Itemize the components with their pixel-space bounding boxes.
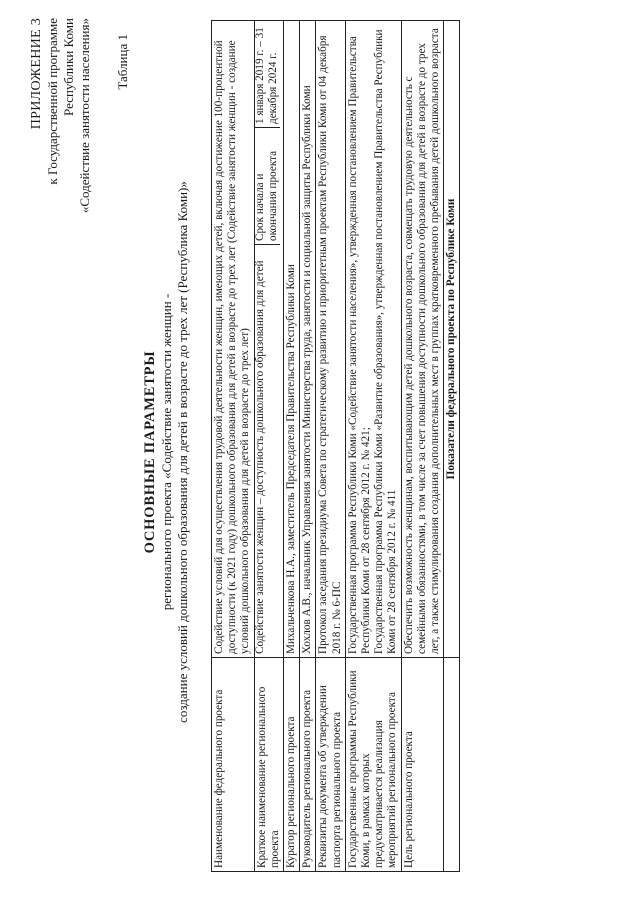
- table-label: Таблица 1: [115, 34, 130, 90]
- short-name-value: Содействие занятости женщин – доступность дошкольного образования для детей: [254, 245, 280, 655]
- appendix-title: ПРИЛОЖЕНИЕ 3: [29, 18, 44, 130]
- table-row: [316, 21, 345, 872]
- row-key: Наименование федерального проекта: [212, 658, 255, 872]
- appendix-line: Республики Коми: [61, 18, 76, 116]
- appendix-line: «Содействие занятости населения»: [77, 18, 92, 214]
- table-row: [254, 21, 283, 872]
- table-row: [345, 21, 401, 872]
- row-value: Содействие условий для осуществления трудовой деятельности женщин, имеющих детей, включая достижение 100-процентной доступности (к 2021 году) дошкольного образования для детей в возрасте до трех лет (Содействие занятости женщин - создание условий дошкольного образования для детей в возрасте до трех лет): [212, 21, 255, 658]
- row-value: Михальченкова Н.А., заместитель Председателя Правительства Республики Коми: [284, 21, 300, 658]
- table-row: [401, 21, 444, 872]
- row-key: Цель регионального проекта: [401, 658, 444, 872]
- row-key: Краткое наименование регионального проекта: [254, 658, 283, 872]
- row-value: [345, 21, 401, 658]
- document-subtitle: регионального проекта «Содействие занятости женщин -: [159, 293, 174, 611]
- document-subtitle: создание условий дошкольного образования для детей в возрасте до трех лет (Республика Коми)»: [175, 181, 190, 723]
- row-value: Протокол заседания президиума Совета по стратегическому развитию и приоритетным проектам Республики Коми от 04 декабря 2018 г. № 6-ПС: [316, 21, 345, 658]
- row-key: Реквизиты документа об утверждении паспорта регионального проекта: [316, 658, 345, 872]
- row-value: Хохлов А.В., начальник Управления занятости Министерства труда, занятости и социальной защиты Республики Коми: [300, 21, 316, 658]
- program-entry: Государственная программа Республики Коми «Развитие образования», утвержденная постановлением Правительства Республики Коми от 28 сентября 2012 г. № 411: [373, 29, 399, 654]
- short-name-split: [254, 24, 280, 654]
- row-value: Обеспечить возможность женщинам, воспитывающим детей дошкольного возраста, совмещать трудовую деятельность с семейными обязанностями, в том числе за счет повышения доступности дошкольного образования для детей в возрасте до трех лет, а также стимулирования создания дополнительных мест в группах кратковременного пребывания детей дошкольного возраста: [401, 21, 444, 658]
- rotated-sheet: [25, 12, 615, 892]
- row-key: Куратор регионального проекта: [284, 658, 300, 872]
- appendix-line: к Государственной программе: [45, 18, 60, 185]
- document-title-block: [141, 12, 191, 892]
- program-entry: Государственная программа Республики Коми «Содействие занятости населения», утвержденная постановлением Правительства Республики Коми от 28 сентября 2012 г. № 421;: [346, 36, 373, 654]
- document-title: ОСНОВНЫЕ ПАРАМЕТРЫ: [142, 350, 158, 554]
- table-row: [300, 21, 316, 872]
- row-key-empty: [444, 658, 460, 872]
- indicators-heading: Показатели федерального проекта по Республике Коми: [444, 21, 460, 658]
- appendix-header: [29, 18, 93, 213]
- term-label: Срок начала и окончания проекта: [254, 128, 280, 245]
- term-value: 1 января 2019 г. – 31 декабря 2024 г.: [253, 27, 279, 124]
- row-key: Руководитель регионального проекта: [300, 658, 316, 872]
- row-key: Государственные программы Республики Коми, в рамках которых предусматривается реализация мероприятий регионального проекта: [345, 658, 401, 872]
- table-row: [284, 21, 300, 872]
- table-row: [444, 21, 460, 872]
- parameters-table: [211, 20, 460, 872]
- row-value-split: [254, 21, 283, 658]
- table-row: [212, 21, 255, 872]
